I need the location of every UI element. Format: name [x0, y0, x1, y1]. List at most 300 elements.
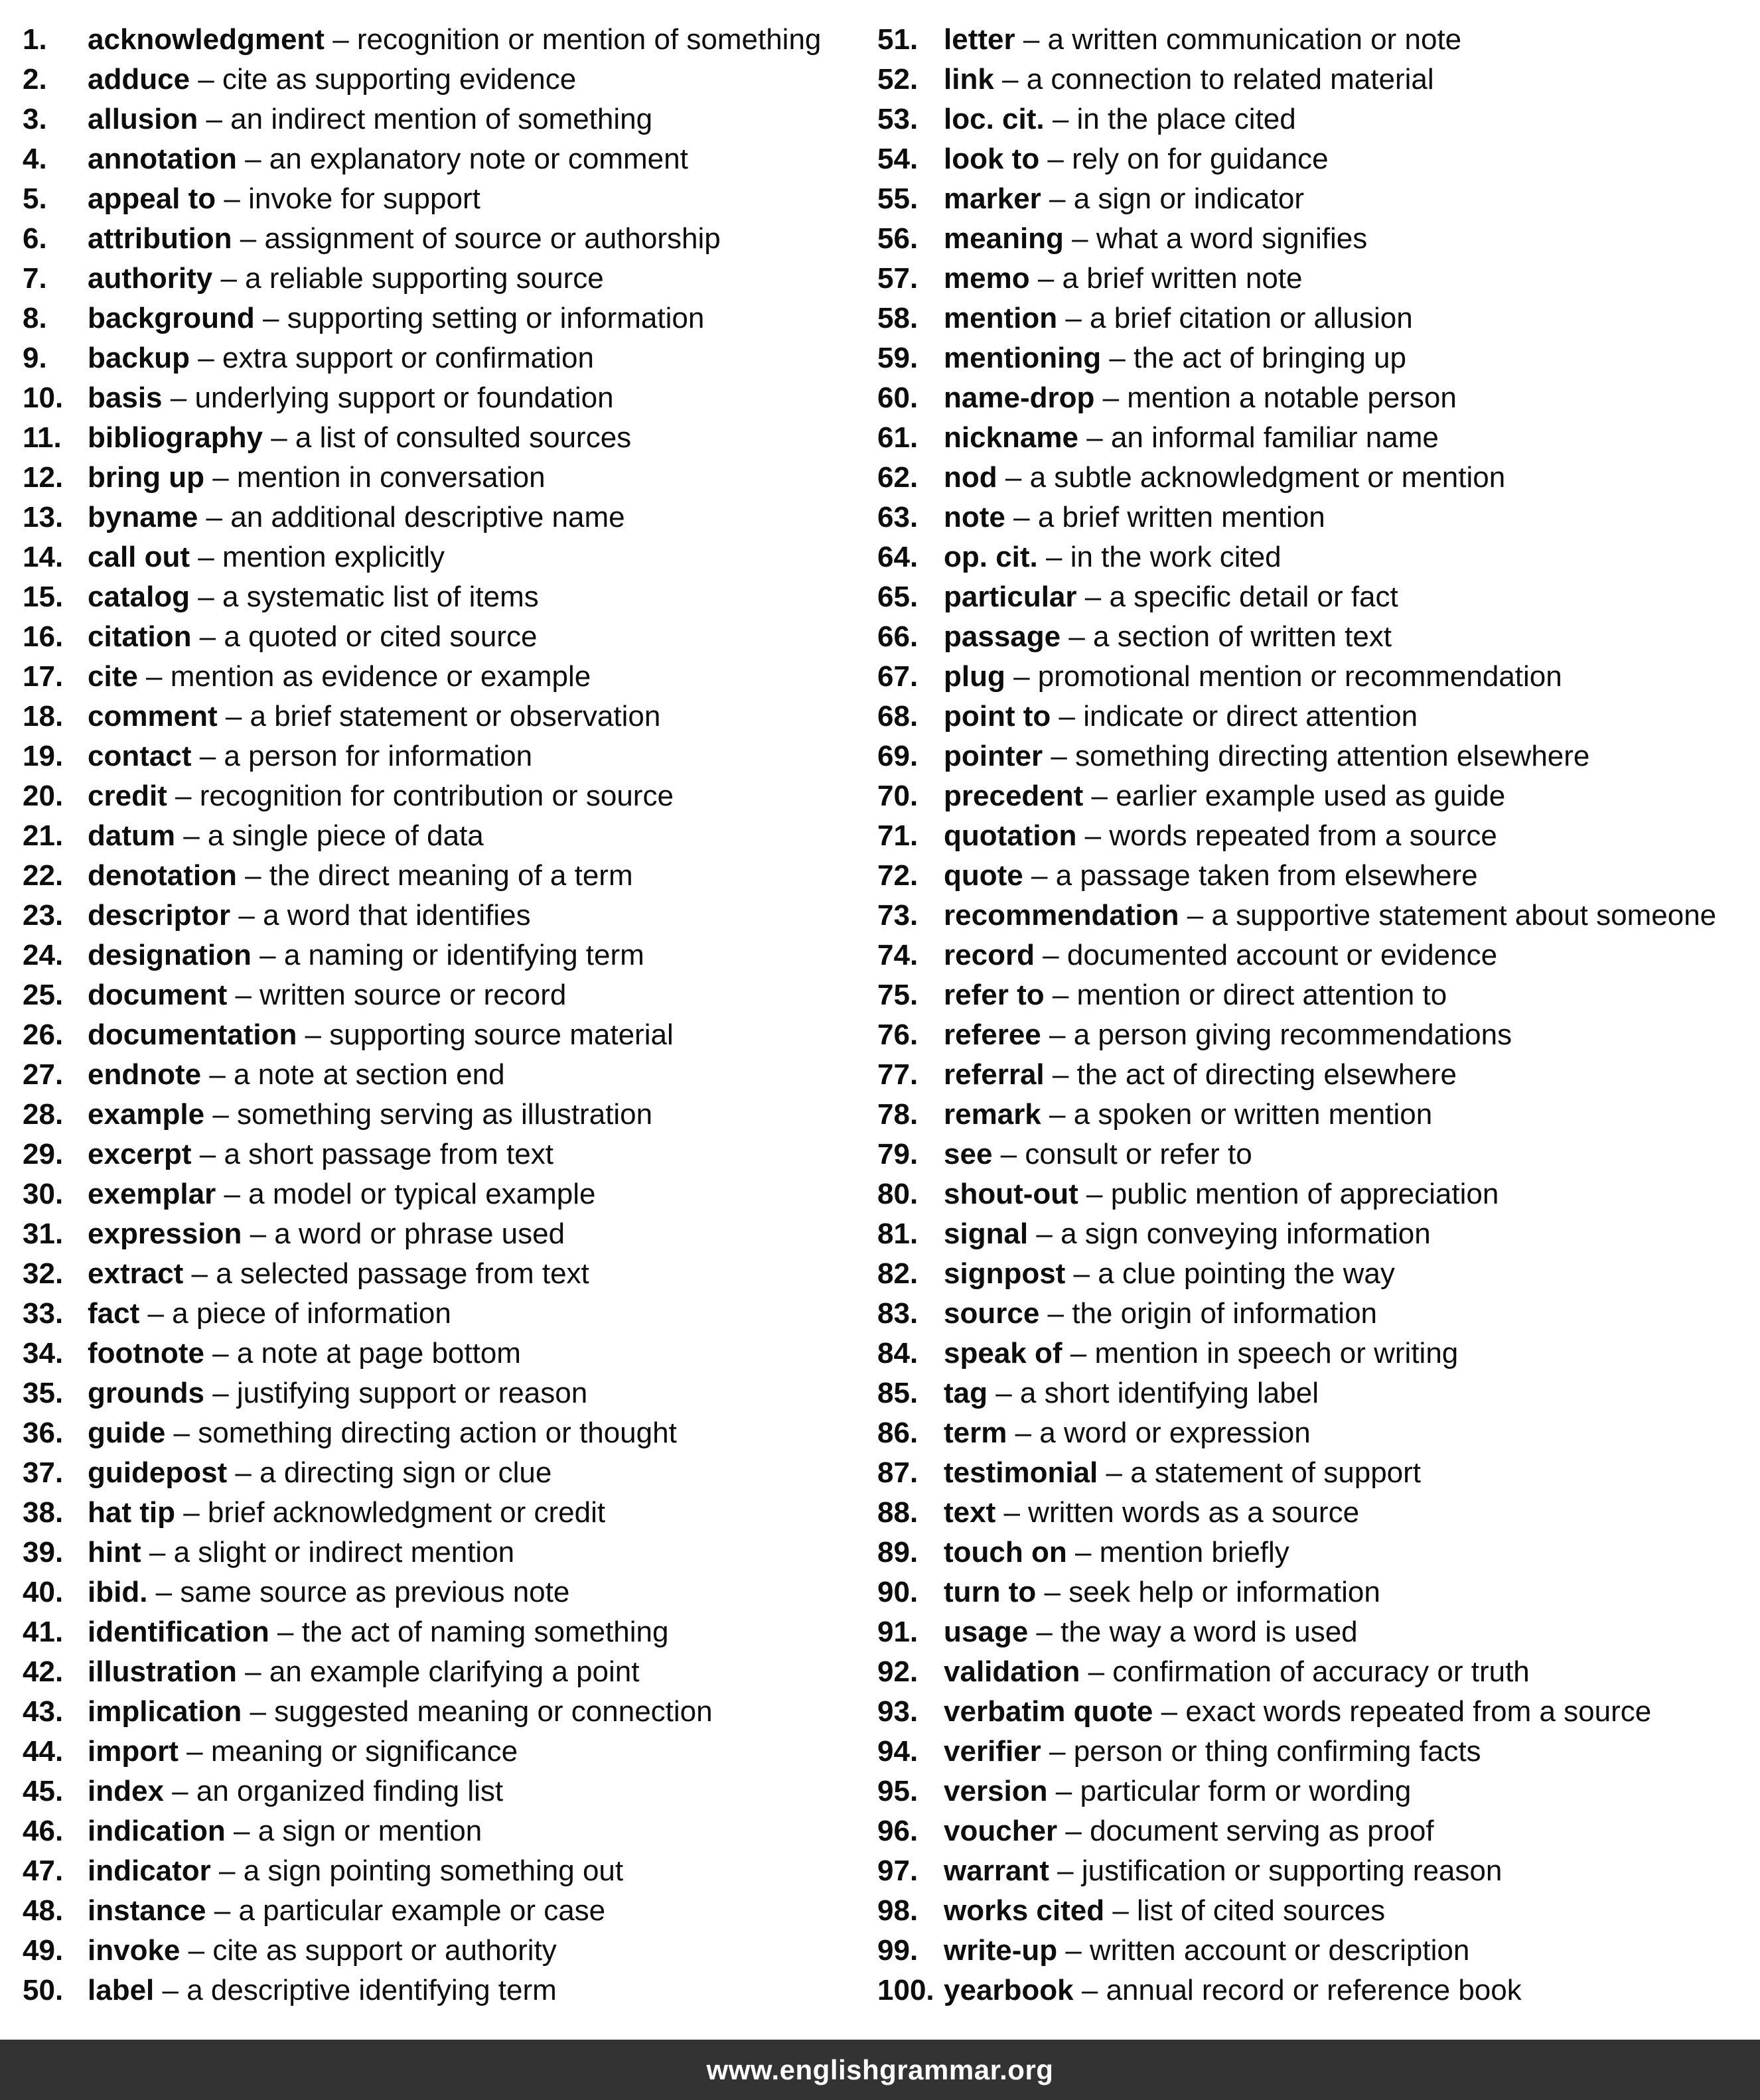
- item-term: import: [88, 1735, 179, 1768]
- item-dash-separator: –: [1043, 740, 1076, 772]
- item-definition: invoke for support: [248, 182, 480, 215]
- item-term: bring up: [88, 461, 204, 494]
- list-item: [23, 259, 865, 299]
- item-number: 83.: [877, 1297, 918, 1330]
- list-item: [23, 1732, 865, 1772]
- item-definition: an informal familiar name: [1110, 421, 1439, 454]
- item-dash-separator: –: [242, 1218, 275, 1250]
- item-definition: written words as a source: [1028, 1496, 1360, 1529]
- list-item: [23, 657, 865, 697]
- item-definition: earlier example used as guide: [1116, 780, 1506, 812]
- list-item: [877, 856, 1753, 896]
- item-term: pointer: [944, 740, 1043, 772]
- item-definition: justifying support or reason: [236, 1377, 588, 1409]
- item-definition: a sign or indicator: [1073, 182, 1304, 215]
- item-definition: indicate or direct attention: [1083, 700, 1418, 733]
- item-definition: a model or typical example: [248, 1178, 596, 1210]
- item-term: letter: [944, 23, 1015, 56]
- item-number: 66.: [877, 620, 918, 653]
- list-item: [23, 736, 865, 776]
- item-number: 27.: [23, 1058, 64, 1091]
- item-dash-separator: –: [1080, 1655, 1113, 1688]
- item-number: 41.: [23, 1616, 64, 1648]
- item-definition: something directing attention elsewhere: [1075, 740, 1590, 772]
- item-term: index: [88, 1775, 164, 1807]
- item-definition: exact words repeated from a source: [1185, 1695, 1652, 1728]
- item-number: 43.: [23, 1695, 64, 1728]
- item-definition: documented account or evidence: [1066, 939, 1498, 971]
- list-item: [877, 896, 1753, 936]
- item-dash-separator: –: [204, 461, 237, 494]
- item-term: basis: [88, 382, 163, 414]
- item-definition: mention as evidence or example: [170, 660, 591, 693]
- list-item: [877, 1811, 1753, 1851]
- item-number: 100.: [877, 1974, 934, 2006]
- item-definition: seek help or information: [1068, 1576, 1380, 1608]
- item-dash-separator: –: [1039, 1297, 1072, 1330]
- item-dash-separator: –: [1047, 1775, 1080, 1807]
- item-dash-separator: –: [1101, 342, 1134, 374]
- item-term: tag: [944, 1377, 988, 1409]
- item-term: source: [944, 1297, 1040, 1330]
- item-number: 29.: [23, 1138, 64, 1170]
- item-number: 68.: [877, 700, 918, 733]
- list-item: [23, 896, 865, 936]
- item-term: identification: [88, 1616, 269, 1648]
- item-definition: confirmation of accuracy or truth: [1112, 1655, 1530, 1688]
- list-item: [877, 1652, 1753, 1692]
- item-definition: a brief written note: [1062, 262, 1303, 295]
- list-item: [877, 1612, 1753, 1652]
- list-item: [23, 1811, 865, 1851]
- item-term: cite: [88, 660, 138, 693]
- list-item: [23, 378, 865, 418]
- list-item: [877, 20, 1753, 60]
- list-item: [877, 1931, 1753, 1971]
- item-dash-separator: –: [141, 1536, 174, 1569]
- item-term: record: [944, 939, 1035, 971]
- item-term: hat tip: [88, 1496, 175, 1529]
- item-definition: a brief statement or observation: [250, 700, 661, 733]
- item-term: background: [88, 302, 255, 334]
- item-definition: written account or description: [1090, 1934, 1470, 1967]
- list-item: [23, 1692, 865, 1732]
- item-dash-separator: –: [1062, 1337, 1095, 1369]
- item-number: 45.: [23, 1775, 64, 1807]
- item-term: point to: [944, 700, 1051, 733]
- item-dash-separator: –: [1065, 1257, 1098, 1290]
- item-dash-separator: –: [154, 1974, 187, 2006]
- item-number: 36.: [23, 1417, 64, 1449]
- item-number: 42.: [23, 1655, 64, 1688]
- item-dash-separator: –: [992, 1138, 1025, 1170]
- item-dash-separator: –: [175, 1496, 208, 1529]
- item-dash-separator: –: [190, 541, 222, 573]
- footer-website-url[interactable]: www.englishgrammar.org: [706, 2054, 1054, 2085]
- item-dash-separator: –: [1078, 1178, 1111, 1210]
- item-definition: annual record or reference book: [1106, 1974, 1522, 2006]
- item-term: backup: [88, 342, 190, 374]
- list-item: [877, 100, 1753, 139]
- item-dash-separator: –: [1037, 541, 1070, 573]
- item-number: 53.: [877, 103, 918, 135]
- item-term: bibliography: [88, 421, 263, 454]
- item-term: contact: [88, 740, 192, 772]
- list-item: [877, 1493, 1753, 1533]
- item-term: usage: [944, 1616, 1029, 1648]
- list-item: [23, 299, 865, 338]
- item-definition: promotional mention or recommendation: [1037, 660, 1562, 693]
- item-dash-separator: –: [232, 222, 265, 255]
- list-item: [23, 1334, 865, 1373]
- item-dash-separator: –: [167, 780, 200, 812]
- item-term: credit: [88, 780, 167, 812]
- item-dash-separator: –: [1057, 302, 1090, 334]
- list-item: [23, 1493, 865, 1533]
- item-dash-separator: –: [198, 103, 231, 135]
- item-dash-separator: –: [1007, 1417, 1040, 1449]
- item-definition: a person for information: [224, 740, 533, 772]
- item-term: quote: [944, 859, 1023, 892]
- item-dash-separator: –: [1041, 1018, 1074, 1051]
- item-definition: supporting source material: [329, 1018, 674, 1051]
- item-definition: a passage taken from elsewhere: [1055, 859, 1478, 892]
- item-dash-separator: –: [162, 382, 195, 414]
- list-item: [23, 1214, 865, 1254]
- item-number: 92.: [877, 1655, 918, 1688]
- item-definition: a note at page bottom: [236, 1337, 521, 1369]
- item-definition: mention briefly: [1099, 1536, 1289, 1569]
- item-term: write-up: [944, 1934, 1058, 1967]
- item-dash-separator: –: [216, 1178, 249, 1210]
- item-dash-separator: –: [206, 1894, 239, 1927]
- item-term: voucher: [944, 1815, 1058, 1847]
- list-item: [23, 1294, 865, 1334]
- item-definition: a piece of information: [172, 1297, 451, 1330]
- item-dash-separator: –: [204, 1337, 237, 1369]
- item-term: illustration: [88, 1655, 237, 1688]
- list-item: [877, 179, 1753, 219]
- item-number: 6.: [23, 222, 47, 255]
- list-item: [877, 1851, 1753, 1891]
- item-dash-separator: –: [297, 1018, 330, 1051]
- item-definition: a sign pointing something out: [243, 1855, 624, 1887]
- item-definition: meaning or significance: [210, 1735, 518, 1768]
- item-dash-separator: –: [217, 700, 250, 733]
- item-number: 23.: [23, 899, 64, 932]
- item-dash-separator: –: [212, 262, 246, 295]
- list-item: [23, 1891, 865, 1931]
- item-definition: document serving as proof: [1090, 1815, 1434, 1847]
- list-item: [877, 1015, 1753, 1055]
- item-definition: a single piece of data: [207, 819, 484, 852]
- list-item: [23, 1254, 865, 1294]
- right-column: [877, 20, 1753, 2010]
- item-term: exemplar: [88, 1178, 216, 1210]
- item-definition: an additional descriptive name: [230, 501, 625, 533]
- list-item: [23, 1015, 865, 1055]
- item-dash-separator: –: [1005, 501, 1038, 533]
- list-item: [23, 816, 865, 856]
- list-item: [23, 139, 865, 179]
- item-term: memo: [944, 262, 1030, 295]
- item-dash-separator: –: [1041, 1735, 1074, 1768]
- item-term: speak of: [944, 1337, 1063, 1369]
- item-term: attribution: [88, 222, 232, 255]
- item-definition: a subtle acknowledgment or mention: [1029, 461, 1506, 494]
- item-dash-separator: –: [178, 1735, 211, 1768]
- list-item: [877, 1334, 1753, 1373]
- item-number: 67.: [877, 660, 918, 693]
- item-definition: justification or supporting reason: [1081, 1855, 1503, 1887]
- item-term: referee: [944, 1018, 1041, 1051]
- item-number: 78.: [877, 1098, 918, 1131]
- list-item: [23, 1413, 865, 1453]
- item-term: look to: [944, 143, 1040, 175]
- item-number: 18.: [23, 700, 64, 733]
- item-term: marker: [944, 182, 1041, 215]
- item-term: text: [944, 1496, 996, 1529]
- item-term: documentation: [88, 1018, 297, 1051]
- item-definition: consult or refer to: [1025, 1138, 1252, 1170]
- item-definition: a short passage from text: [224, 1138, 553, 1170]
- item-number: 20.: [23, 780, 64, 812]
- list-item: [877, 1891, 1753, 1931]
- item-definition: a spoken or written mention: [1073, 1098, 1433, 1131]
- item-definition: underlying support or foundation: [194, 382, 614, 414]
- item-definition: recognition for contribution or source: [199, 780, 674, 812]
- item-term: mentioning: [944, 342, 1102, 374]
- list-item: [23, 776, 865, 816]
- item-number: 16.: [23, 620, 64, 653]
- item-dash-separator: –: [183, 1257, 216, 1290]
- item-number: 49.: [23, 1934, 64, 1967]
- item-definition: brief acknowledgment or credit: [207, 1496, 606, 1529]
- list-item: [877, 736, 1753, 776]
- item-number: 88.: [877, 1496, 918, 1529]
- list-item: [877, 537, 1753, 577]
- item-definition: a specific detail or fact: [1109, 581, 1398, 613]
- item-term: datum: [88, 819, 175, 852]
- item-number: 94.: [877, 1735, 918, 1768]
- item-definition: the way a word is used: [1061, 1616, 1358, 1648]
- item-term: validation: [944, 1655, 1080, 1688]
- item-number: 48.: [23, 1894, 64, 1927]
- item-number: 99.: [877, 1934, 918, 1967]
- list-item: [877, 1373, 1753, 1413]
- list-item: [23, 856, 865, 896]
- item-definition: the act of bringing up: [1134, 342, 1406, 374]
- item-definition: a word that identifies: [263, 899, 531, 932]
- item-definition: a statement of support: [1130, 1456, 1422, 1489]
- item-number: 73.: [877, 899, 918, 932]
- list-item: [23, 1772, 865, 1811]
- list-item: [877, 1413, 1753, 1453]
- item-definition: supporting setting or information: [287, 302, 705, 334]
- item-definition: public mention of appreciation: [1110, 1178, 1499, 1210]
- item-definition: words repeated from a source: [1109, 819, 1497, 852]
- item-term: version: [944, 1775, 1048, 1807]
- item-term: ibid.: [88, 1576, 148, 1608]
- item-number: 13.: [23, 501, 64, 533]
- item-number: 8.: [23, 302, 47, 334]
- list-item: [23, 697, 865, 736]
- item-number: 74.: [877, 939, 918, 971]
- item-number: 77.: [877, 1058, 918, 1091]
- item-number: 56.: [877, 222, 918, 255]
- item-dash-separator: –: [269, 1616, 302, 1648]
- item-dash-separator: –: [236, 143, 269, 175]
- item-definition: in the work cited: [1070, 541, 1282, 573]
- list-item: [23, 20, 865, 60]
- item-dash-separator: –: [236, 859, 269, 892]
- list-item: [877, 1573, 1753, 1612]
- item-term: grounds: [88, 1377, 204, 1409]
- item-number: 37.: [23, 1456, 64, 1489]
- item-definition: an indirect mention of something: [230, 103, 653, 135]
- list-item: [23, 418, 865, 458]
- list-item: [877, 1174, 1753, 1214]
- list-item: [877, 1214, 1753, 1254]
- list-item: [877, 1732, 1753, 1772]
- item-number: 81.: [877, 1218, 918, 1250]
- item-dash-separator: –: [988, 1377, 1020, 1409]
- item-number: 10.: [23, 382, 64, 414]
- item-definition: a brief citation or allusion: [1090, 302, 1413, 334]
- item-term: allusion: [88, 103, 198, 135]
- item-number: 51.: [877, 23, 918, 56]
- item-number: 47.: [23, 1855, 64, 1887]
- item-number: 65.: [877, 581, 918, 613]
- item-term: descriptor: [88, 899, 231, 932]
- list-item: [877, 1453, 1753, 1493]
- item-term: loc. cit.: [944, 103, 1045, 135]
- item-number: 89.: [877, 1536, 918, 1569]
- item-number: 71.: [877, 819, 918, 852]
- item-dash-separator: –: [227, 1456, 260, 1489]
- item-number: 1.: [23, 23, 47, 56]
- item-number: 90.: [877, 1576, 918, 1608]
- item-definition: a quoted or cited source: [224, 620, 538, 653]
- item-definition: the origin of information: [1072, 1297, 1378, 1330]
- list-item: [877, 577, 1753, 617]
- item-definition: a directing sign or clue: [259, 1456, 552, 1489]
- item-term: implication: [88, 1695, 242, 1728]
- item-definition: a connection to related material: [1026, 63, 1434, 96]
- item-number: 46.: [23, 1815, 64, 1847]
- item-number: 26.: [23, 1018, 64, 1051]
- item-definition: a selected passage from text: [216, 1257, 589, 1290]
- item-definition: a sign or mention: [257, 1815, 482, 1847]
- item-number: 31.: [23, 1218, 64, 1250]
- item-dash-separator: –: [1041, 182, 1074, 215]
- item-number: 63.: [877, 501, 918, 533]
- item-term: touch on: [944, 1536, 1067, 1569]
- item-dash-separator: –: [190, 342, 222, 374]
- list-item: [23, 219, 865, 259]
- list-item: [23, 1931, 865, 1971]
- item-number: 50.: [23, 1974, 64, 2006]
- item-number: 54.: [877, 143, 918, 175]
- item-number: 35.: [23, 1377, 64, 1409]
- item-definition: mention or direct attention to: [1076, 979, 1447, 1011]
- item-term: extract: [88, 1257, 184, 1290]
- item-dash-separator: –: [1153, 1695, 1186, 1728]
- list-item: [877, 975, 1753, 1015]
- list-item: [23, 1573, 865, 1612]
- item-term: byname: [88, 501, 198, 533]
- item-dash-separator: –: [324, 23, 357, 56]
- item-dash-separator: –: [1051, 700, 1084, 733]
- list-item: [877, 657, 1753, 697]
- item-number: 11.: [23, 421, 62, 454]
- list-item: [23, 1095, 865, 1135]
- item-number: 14.: [23, 541, 64, 573]
- item-dash-separator: –: [198, 501, 231, 533]
- item-term: yearbook: [944, 1974, 1074, 2006]
- item-dash-separator: –: [1066, 1536, 1100, 1569]
- item-number: 97.: [877, 1855, 918, 1887]
- item-term: acknowledgment: [88, 23, 325, 56]
- item-definition: a short identifying label: [1019, 1377, 1319, 1409]
- item-term: example: [88, 1098, 205, 1131]
- item-number: 61.: [877, 421, 918, 454]
- left-column: [23, 20, 865, 2010]
- item-number: 25.: [23, 979, 64, 1011]
- item-dash-separator: –: [210, 1855, 244, 1887]
- item-dash-separator: –: [180, 1934, 213, 1967]
- item-term: citation: [88, 620, 192, 653]
- item-term: warrant: [944, 1855, 1049, 1887]
- item-dash-separator: –: [263, 421, 295, 454]
- item-term: guidepost: [88, 1456, 228, 1489]
- item-number: 34.: [23, 1337, 64, 1369]
- item-term: catalog: [88, 581, 190, 613]
- list-item: [877, 458, 1753, 498]
- item-dash-separator: –: [230, 899, 263, 932]
- item-dash-separator: –: [204, 1098, 238, 1131]
- item-dash-separator: –: [1005, 660, 1038, 693]
- item-number: 28.: [23, 1098, 64, 1131]
- item-term: particular: [944, 581, 1077, 613]
- item-definition: a naming or identifying term: [283, 939, 644, 971]
- item-definition: an example clarifying a point: [269, 1655, 640, 1688]
- item-term: signpost: [944, 1257, 1066, 1290]
- item-number: 30.: [23, 1178, 64, 1210]
- list-item: [23, 936, 865, 975]
- item-term: document: [88, 979, 228, 1011]
- item-definition: mention in conversation: [236, 461, 546, 494]
- item-number: 64.: [877, 541, 918, 573]
- item-dash-separator: –: [1063, 222, 1096, 255]
- item-number: 33.: [23, 1297, 64, 1330]
- item-term: works cited: [944, 1894, 1105, 1927]
- item-definition: extra support or confirmation: [222, 342, 595, 374]
- item-term: footnote: [88, 1337, 204, 1369]
- list-item: [23, 179, 865, 219]
- item-number: 57.: [877, 262, 918, 295]
- item-definition: an organized finding list: [196, 1775, 504, 1807]
- item-term: signal: [944, 1218, 1029, 1250]
- item-number: 12.: [23, 461, 64, 494]
- item-term: referral: [944, 1058, 1045, 1091]
- item-dash-separator: –: [1098, 1456, 1131, 1489]
- item-definition: same source as previous note: [180, 1576, 570, 1608]
- item-definition: particular form or wording: [1080, 1775, 1412, 1807]
- item-dash-separator: –: [1057, 1815, 1090, 1847]
- list-item: [23, 1373, 865, 1413]
- item-term: comment: [88, 700, 218, 733]
